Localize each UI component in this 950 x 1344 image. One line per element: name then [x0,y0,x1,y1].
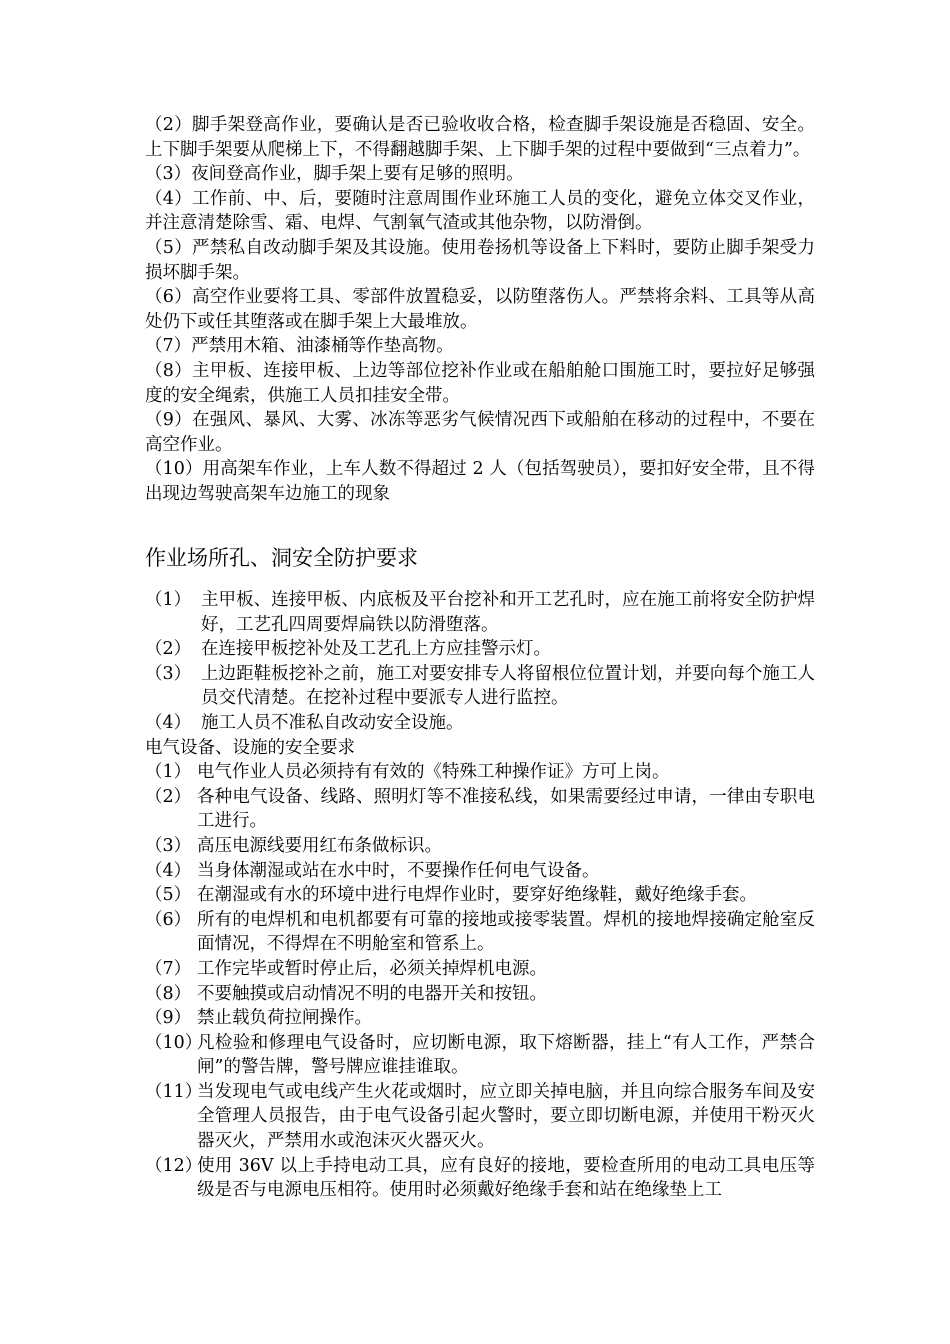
item-number: （4） [145,712,192,733]
list-item [145,834,815,859]
item-text: 电气作业人员必须持有有效的《特殊工种操作证》方可上岗。 [197,762,670,783]
item-number: （10） [145,1032,203,1053]
list-item [145,859,815,884]
item-text: 在连接甲板挖补处及工艺孔上方应挂警示灯。 [201,639,551,660]
item-text: 使用 36V 以上手持电动工具，应有良好的接地，要检查所用的电动工具电压等级是否与电源电压相符。使用时必须戴好绝缘手套和站在绝缘垫上工 [197,1155,815,1201]
item-text: 工作完毕或暂时停止后，必须关掉焊机电源。 [197,958,547,979]
item-number: （3） [145,835,192,856]
item-number: （2） [145,786,192,807]
item-number: （11） [145,1081,203,1102]
list-item [145,1080,815,1154]
paragraph-3: （3）夜间登高作业，脚手架上要有足够的照明。 [145,164,524,185]
list-item [145,908,815,957]
list-item [145,785,815,834]
item-text: 当身体潮湿或站在水中时，不要操作任何电气设备。 [197,860,600,881]
list-item [145,1006,815,1031]
list-item [145,1154,815,1203]
list-item [145,711,815,736]
item-text: 不要触摸或启动情况不明的电器开关和按钮。 [197,983,547,1004]
list-item [145,1031,815,1080]
item-number: （6） [145,909,192,930]
holes-and-electrical-section [145,588,815,1203]
item-text: 各种电气设备、线路、照明灯等不准接私线，如果需要经过申请，一律由专职电工进行。 [197,786,815,832]
paragraph-9: （9）在强风、暴风、大雾、冰冻等恶劣气候情况西下或船舶在移动的过程中，不要在高空作业。 [145,410,815,455]
item-number: （12） [145,1155,203,1176]
paragraph-6: （6）高空作业要将工具、零部件放置稳妥，以防堕落伤人。严禁将余料、工具等从高处仍下或任其堕落或在脚手架上大最堆放。 [145,287,815,332]
item-number: （8） [145,983,192,1004]
item-number: （5） [145,885,192,906]
list-item [145,957,815,982]
section-heading-holes: 作业场所孔、洞安全防护要求 [145,546,418,570]
item-number: （1） [145,590,192,610]
item-number: （9） [145,1008,192,1029]
paragraph-10: （10）用高架车作业，上车人数不得超过 2 人（包括驾驶员），要扣好安全带，且不得出现边驾驶高架车边施工的现象 [145,459,815,504]
list-item [145,662,815,711]
item-number: （4） [145,860,192,881]
item-number: （7） [145,958,192,979]
paragraph-8: （8）主甲板、连接甲板、上边等部位挖补作业或在船舶舱口围施工时，要拉好足够强度的安全绳索，供施工人员扣挂安全带。 [145,360,815,406]
list-item [145,588,815,637]
paragraph-7: （7）严禁用木箱、油漆桶等作垫高物。 [145,336,454,357]
list-item [145,637,815,662]
list-item [145,883,815,908]
paragraph-5: （5）严禁私自改动脚手架及其设施。使用卷扬机等设备上下料时，要防止脚手架受力损坏脚手架。 [145,237,815,283]
high-work-safety-section [145,113,815,507]
item-text: 高压电源线要用红布条做标识。 [197,835,442,856]
item-text: 主甲板、连接甲板、内底板及平台挖补和开工艺孔时，应在施工前将安全防护焊好，工艺孔四周要焊扁铁以防滑堕落。 [201,590,815,635]
item-text: 所有的电焊机和电机都要有可靠的接地或接零装置。焊机的接地焊接确定舱室反面情况，不得焊在不明舱室和管系上。 [197,909,815,955]
item-text: 上边距鞋板挖补之前，施工对要安排专人将留根位位置计划，并要向每个施工人员交代清楚。在挖补过程中要派专人进行监控。 [201,663,815,709]
item-number: （1） [145,762,192,783]
list-item [145,760,815,785]
item-text: 在潮湿或有水的环境中进行电焊作业时，要穿好绝缘鞋，戴好绝缘手套。 [197,885,757,906]
item-number: （2） [145,639,192,660]
list-item [145,982,815,1007]
item-text: 当发现电气或电线产生火花或烟时，应立即关掉电脑，并且向综合服务车间及安全管理人员报告，由于电气设备引起火警时，要立即切断电源，并使用干粉灭火器灭火，严禁用水或泡沫灭火器灭火。 [197,1081,815,1152]
item-text: 凡检验和修理电气设备时，应切断电源，取下熔断器，挂上“有人工作，严禁合闸”的警告牌，警号牌应谁挂谁取。 [197,1032,815,1078]
item-text: 禁止载负荷拉闸操作。 [197,1008,372,1029]
paragraph-4: （4）工作前、中、后，要随时注意周围作业环施工人员的变化，避免立体交叉作业，并注意清楚除雪、霜、电焊、气割氧气渣或其他杂物，以防滑倒。 [145,188,815,234]
paragraph-2: （2）脚手架登高作业，要确认是否已验收收合格，检查脚手架设施是否稳固、安全。上下脚手架要从爬梯上下，不得翻越脚手架、上下脚手架的过程中要做到“三点着力”。 [145,115,815,160]
section-heading-electrical: 电气设备、设施的安全要求 [145,737,355,758]
item-text: 施工人员不准私自改动安全设施。 [201,712,464,733]
item-number: （3） [145,663,192,684]
